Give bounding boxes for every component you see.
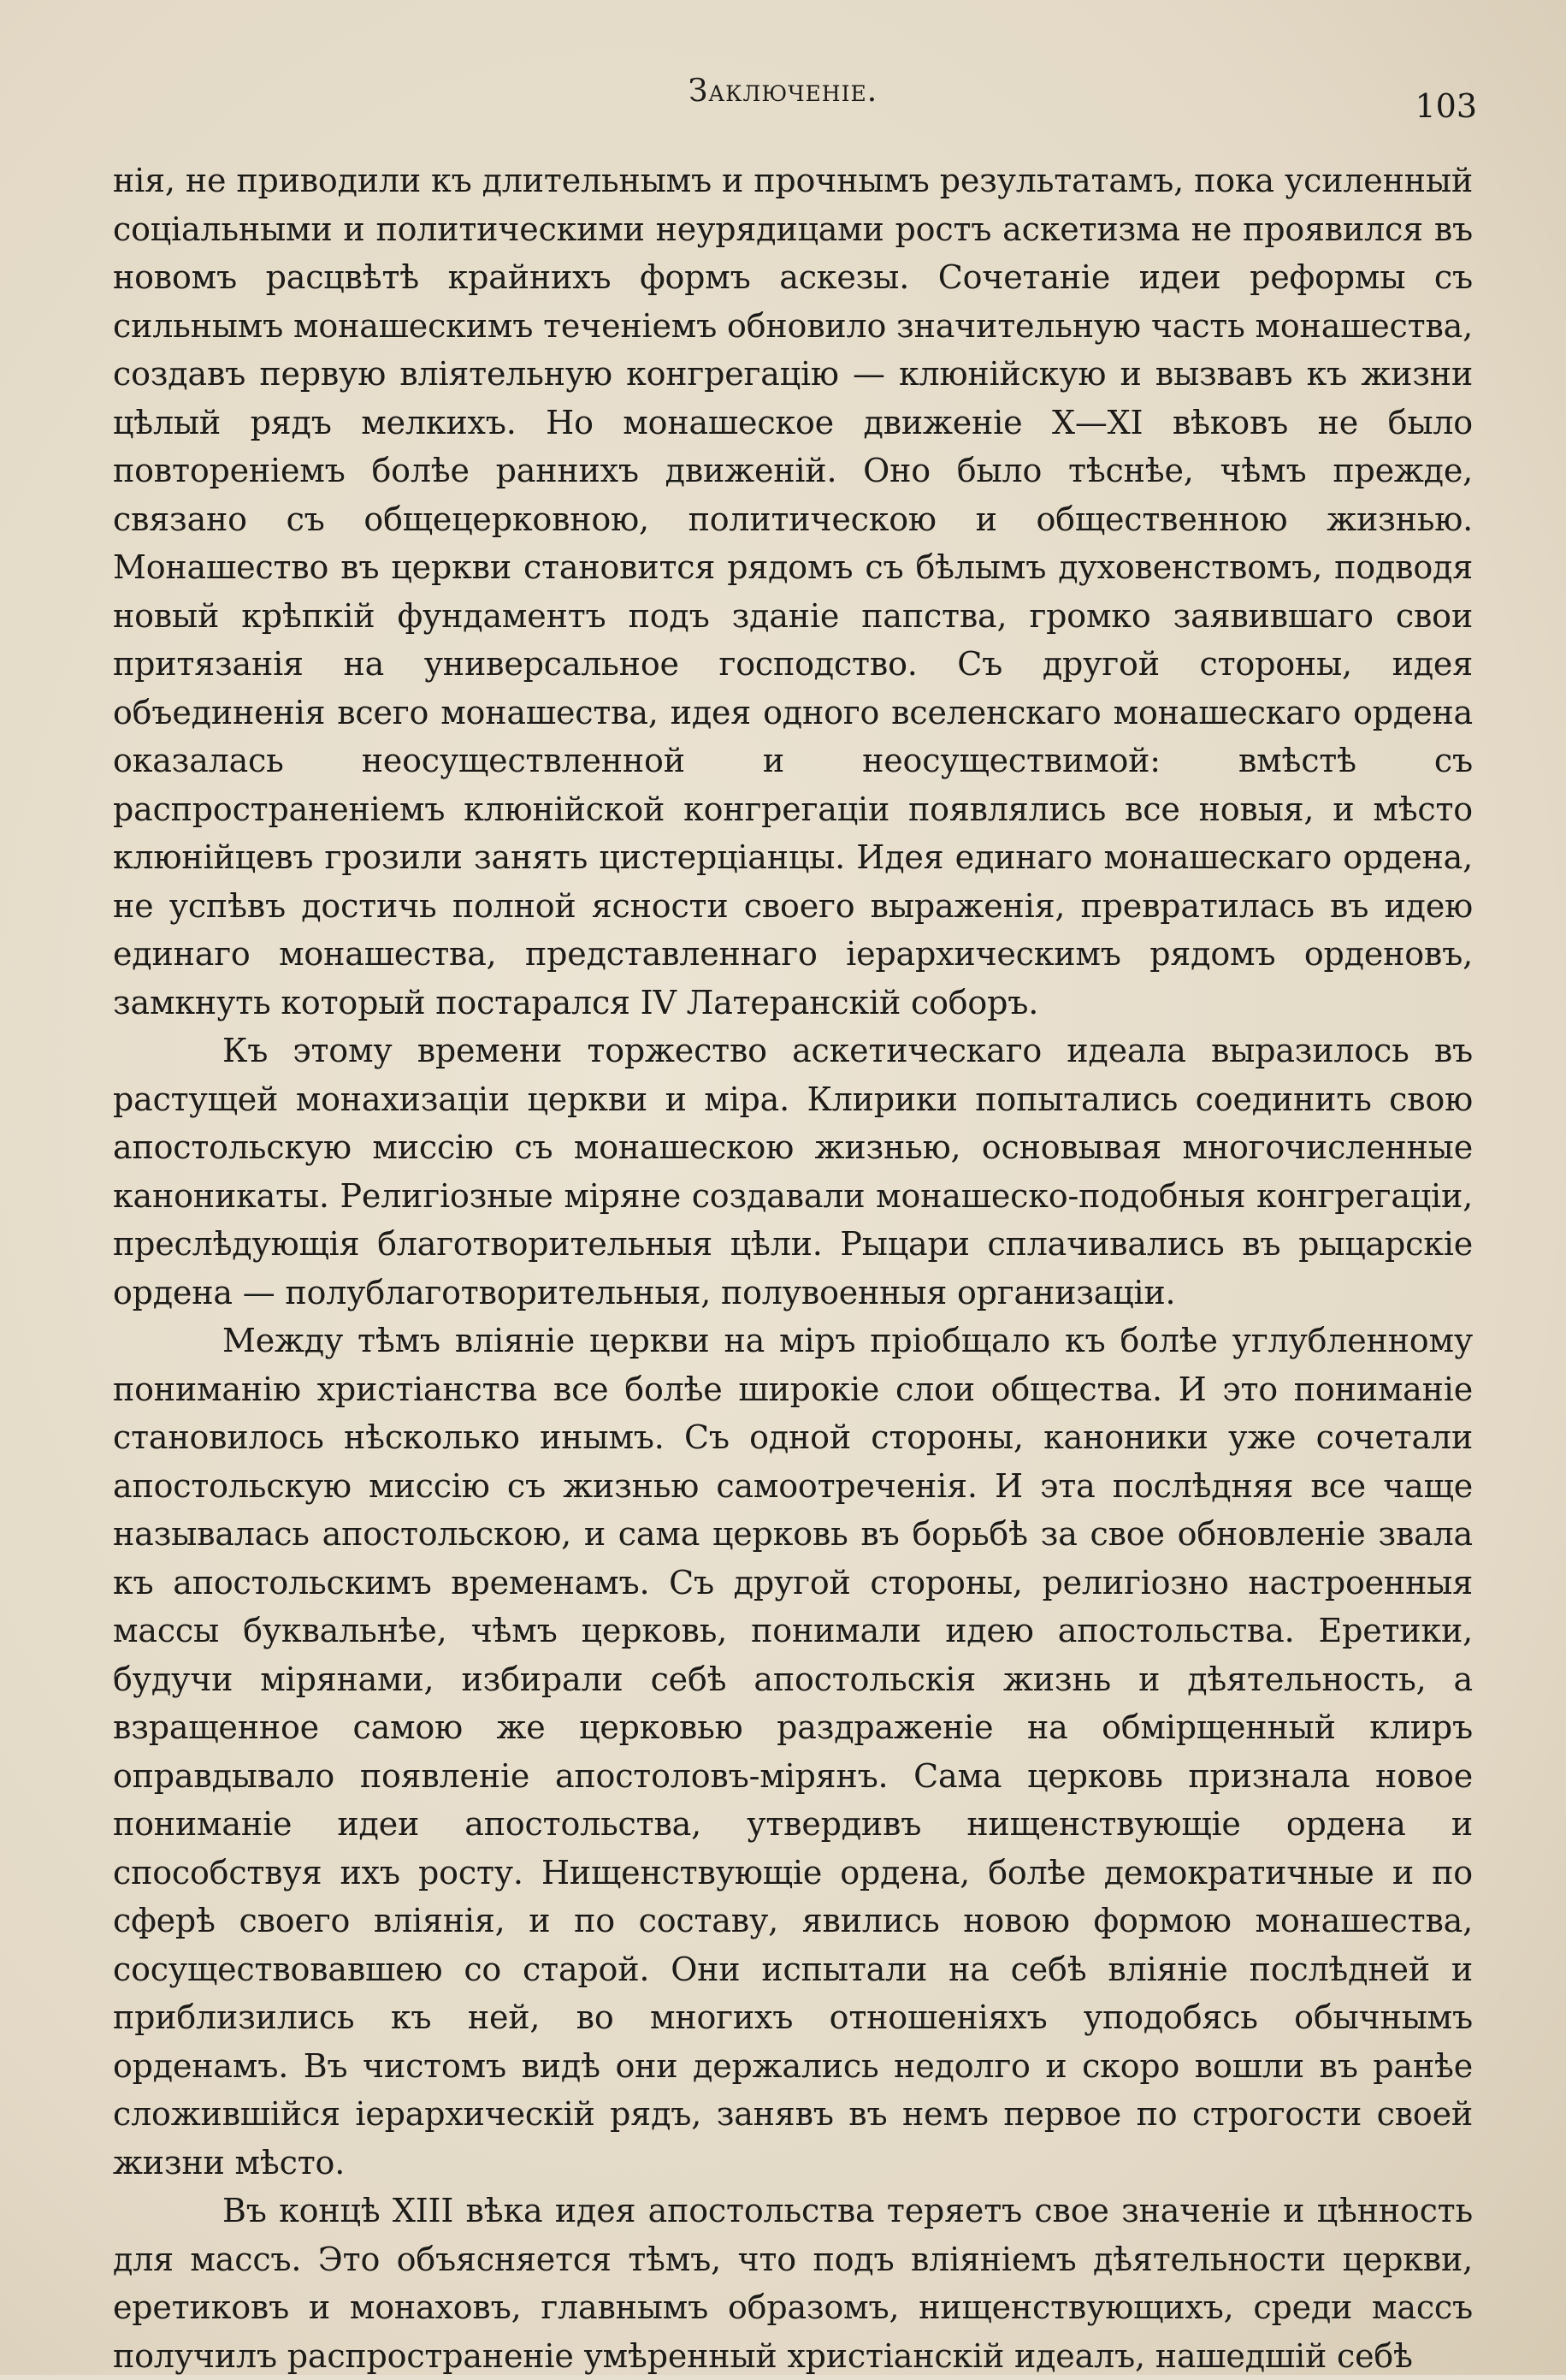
- paragraph-4: Въ концѣ XIII вѣка идея апостольства теряетъ свое значеніе и цѣнность для массъ. Это объясняется тѣмъ, что подъ вліяніемъ дѣятельности церкви, еретиковъ и монаховъ, главнымъ образомъ, нищенствующихъ, среди массъ получилъ распространеніе умѣренный христіанскій идеалъ, нашедшій себѣ: [113, 2192, 1473, 2375]
- paragraph-1: нія, не приводили къ длительнымъ и прочнымъ результатамъ, пока усиленный соціальными и политическими неурядицами ростъ аскетизма не проявился въ новомъ расцвѣтѣ крайнихъ формъ аскезы. Сочетаніе идеи реформы съ сильнымъ монашескимъ теченіемъ обновило значительную часть монашества, создавъ первую вліятельную конгрегацію — клюнійскую и вызвавъ къ жизни цѣлый рядъ мелкихъ. Но монашеское движеніе X—XI вѣковъ не было повтореніемъ болѣе раннихъ движеній. Оно было тѣснѣе, чѣмъ прежде, связано съ общецерковною, политическою и общественною жизнью. Монашество въ церкви становится рядомъ съ бѣлымъ духовенствомъ, подводя новый крѣпкій фундаментъ подъ зданіе папства, громко заявившаго свои притязанія на универсальное господство. Съ другой стороны, идея объединенія всего монашества, идея одного вселенскаго монашескаго ордена оказалась неосуществленной и неосуществимой: вмѣстѣ съ распространеніемъ клюнійской конгрегаціи появлялись все новыя, и мѣсто клюнійцевъ грозили занять цистерціанцы. Идея единаго монашескаго ордена, не успѣвъ достичь полной ясности своего выраженія, превратилась въ идею единаго монашества, представленнаго іерархическимъ рядомъ орденовъ, замкнуть который постарался IV Латеранскій соборъ.: [113, 162, 1473, 1021]
- body-text: [113, 157, 1473, 2380]
- page-number: 103: [1415, 87, 1477, 125]
- paragraph-3: Между тѣмъ вліяніе церкви на міръ пріобщало къ болѣе углубленному пониманію христіанства все болѣе широкіе слои общества. И это пониманіе становилось нѣсколько инымъ. Съ одной стороны, каноники уже сочетали апостольскую миссію съ жизнью самоотреченія. И эта послѣдняя все чаще называлась апостольскою, и сама церковь въ борьбѣ за свое обновленіе звала къ апостольскимъ временамъ. Съ другой стороны, религіозно настроенныя массы буквальнѣе, чѣмъ церковь, понимали идею апостольства. Еретики, будучи мірянами, избирали себѣ апостольскія жизнь и дѣятельность, а взращенное самою же церковью раздраженіе на обмірщенный клиръ оправдывало появленіе апостоловъ-мірянъ. Сама церковь признала новое пониманіе идеи апостольства, утвердивъ нищенствующіе ордена и способствуя ихъ росту. Нищенствующіе ордена, болѣе демократичные и по сферѣ своего вліянія, и по составу, явились новою формою монашества, сосуществовавшею со старой. Они испытали на себѣ вліяніе послѣдней и приблизились къ ней, во многихъ отношеніяхъ уподобясь обычнымъ орденамъ. Въ чистомъ видѣ они держались недолго и скоро вошли въ ранѣе сложившійся іерархическій рядъ, занявъ въ немъ первое по строгости своей жизни мѣсто.: [113, 1322, 1473, 2182]
- running-header: Заключеніе.: [688, 74, 878, 109]
- paragraph-2: Къ этому времени торжество аскетическаго идеала выразилось въ растущей монахизаціи церкви и міра. Клирики попытались соединить свою апостольскую миссію съ монашескою жизнью, основывая многочисленные каноникаты. Религіозные міряне создавали монашеско-подобныя конгрегаціи, преслѣдующія благотворительныя цѣли. Рыцари сплачивались въ рыцарскіе ордена — полублаготворительныя, полувоенныя организаціи.: [113, 1032, 1473, 1311]
